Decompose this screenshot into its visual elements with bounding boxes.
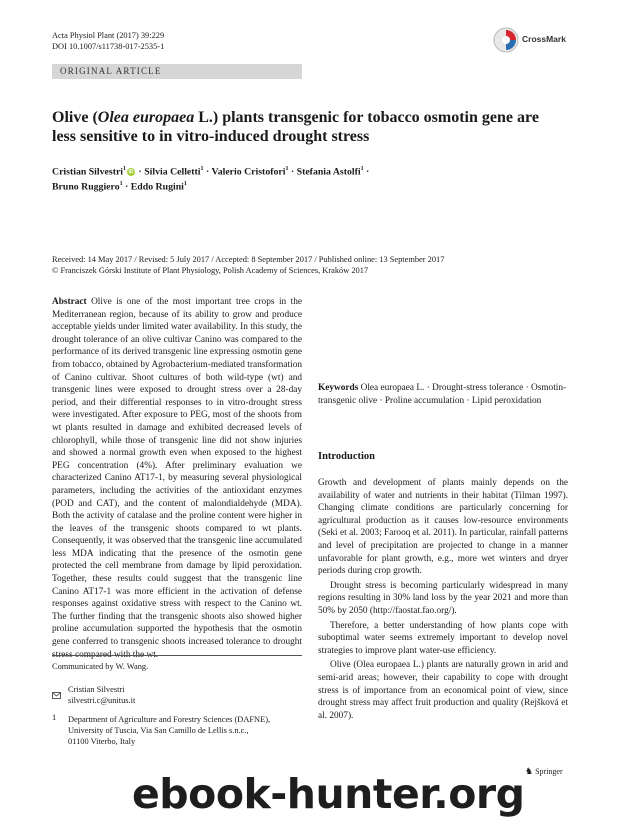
paragraph: Olive (Olea europaea L.) plants are naturally grown in arid and semi-arid areas; however, their capability to cope with drought stress is of importance from an economical point of view, since drought stress may affect fruit production and quality (Rejšková et al. 2007). <box>318 660 568 721</box>
author-name[interactable]: Stefania Astolfi <box>296 166 361 178</box>
paragraph: Growth and development of plants mainly depends on the availability of water and nutrients in their habitat (Tilman 1997). Changing climate conditions are particularly concerning for agricultural production as it causes low-resource environments (Seki et al. 2003; Farooq et al. 2011). In particular, rainfall patterns and level of precipitation are projected to change in a manner unfavorable for plant growth, e.g., more wet winters and dryer periods during crop growth. <box>318 478 568 577</box>
crossmark-icon <box>492 26 520 54</box>
author-name[interactable]: Valerio Cristofori <box>211 166 286 178</box>
author-name[interactable]: Cristian Silvestri <box>52 166 124 178</box>
copyright: © Franciszek Górski Institute of Plant Physiology, Polish Academy of Sciences, Kraków 2017 <box>52 266 369 275</box>
orcid-icon[interactable]: iD <box>128 169 134 176</box>
abstract <box>52 296 302 661</box>
doi[interactable]: DOI 10.1007/s11738-017-2535-1 <box>52 42 165 51</box>
affiliation-number: 1 <box>52 713 57 722</box>
article-title: Olive (Olea europaea L.) plants transgenic for tobacco osmotin gene are less sensitive to in vitro-induced drought stress <box>52 109 539 145</box>
author-name[interactable]: Bruno Ruggiero <box>52 181 120 193</box>
abstract-label: Abstract <box>52 297 87 307</box>
author-name[interactable]: Eddo Rugini <box>130 181 184 193</box>
publisher-logo: ♞ Springer <box>525 766 563 776</box>
watermark: ebook-hunter.org <box>132 770 525 818</box>
springer-horse-icon: ♞ <box>525 766 534 776</box>
paragraph: Drought stress is becoming particularly widespread in many regions resulting in 30% land loss by the year 2021 and more than 50% by 2050 (http://faostat.fao.org/). <box>318 580 568 616</box>
abstract-text: Olive is one of the most important tree crops in the Mediterranean region, because of its ability to grow and produce acceptable yields under limited water availability. In this study, the drought tolerance of an olive cultivar Canino was compared to the performance of its derived transgenic line expressing osmotin gene from tobacco, obtained by Agrobacterium-mediated transformation of Canino cultivar. Shoot cultures of both wild-type (wt) and transgenic lines were exposed to drought stress over a 28-day period, and their differential responses to in vitro-drought stress were investigated. After exposure to PEG, most of the shoots from wt plants resulted in damage and exhibited decreased levels of chlorophyll, while those of transgenic line did not show injuries and showed a normal growth even when exposed to the highest PEG concentration (4%). After preliminary evaluation we characterized Canino AT17-1, by measuring several physiological parameters, including the activities of the antioxidant enzymes (POD and CAT), and the content of malondialdehyde (MDA). Both the activity of catalase and the proline content were higher in the leaves of the transgenic shoots compared to wt plants. Consequently, it was observed that the transgenic line accumulated less MDA indicating that the presence of the osmotin gene protected the cell membrane from damage by lipid peroxidation. Together, these results could suggest that the transgenic line Canino AT17-1 was more efficient in the activation of defense responses against oxidative stress with respect to the Canino wt. The further finding that the transgenic shoots also showed higher proline accumulation supported the hypothesis that the osmotin gene conferred to transgenic shoots increased tolerance to drought <box>52 297 302 648</box>
communicated-by: Communicated by W. Wang. <box>52 662 149 671</box>
journal-citation: Acta Physiol Plant (2017) 39:229 <box>52 31 165 40</box>
paragraph: Therefore, a better understanding of how plants cope with suboptimal water seems extremely important to develop novel strategies to improve plant water-use efficiency. <box>318 620 568 656</box>
author-list: Cristian Silvestri$^1$iD · Silvia Celletti$^1$ · Valerio Cristofori$^1$ · Stefania Astolfi$^1$ · Bruno Ruggiero$^1$ · Eddo Rugini$^1$ <box>52 166 370 193</box>
crossmark-badge[interactable]: CrossMark <box>492 26 572 54</box>
article-type-bar <box>52 64 302 79</box>
contact-name: Cristian Silvestri <box>68 685 125 694</box>
envelope-icon <box>52 686 61 704</box>
introduction-heading: Introduction <box>318 451 375 462</box>
introduction-body <box>318 477 568 724</box>
keywords-text: Olea europaea L. · Drought-stress tolerance · Osmotin-transgenic olive · Proline accumulation · Lipid peroxidation <box>318 383 567 406</box>
keywords <box>318 382 568 407</box>
publication-dates: Received: 14 May 2017 / Revised: 5 July 2017 / Accepted: 8 September 2017 / Published online: 13 September 2017 <box>52 255 445 264</box>
keywords-label: Keywords <box>318 383 359 393</box>
affiliation: Department of Agriculture and Forestry Sciences (DAFNE), University of Tuscia, Via San Camillo de Lellis s.n.c., 01100 Viterbo, Italy <box>68 715 271 746</box>
author-name[interactable]: Silvia Celletti <box>144 166 201 178</box>
footnote-divider <box>52 655 302 656</box>
article-type: ORIGINAL ARTICLE <box>60 66 162 76</box>
contact-email[interactable]: silvestri.c@unitus.it <box>68 696 136 705</box>
